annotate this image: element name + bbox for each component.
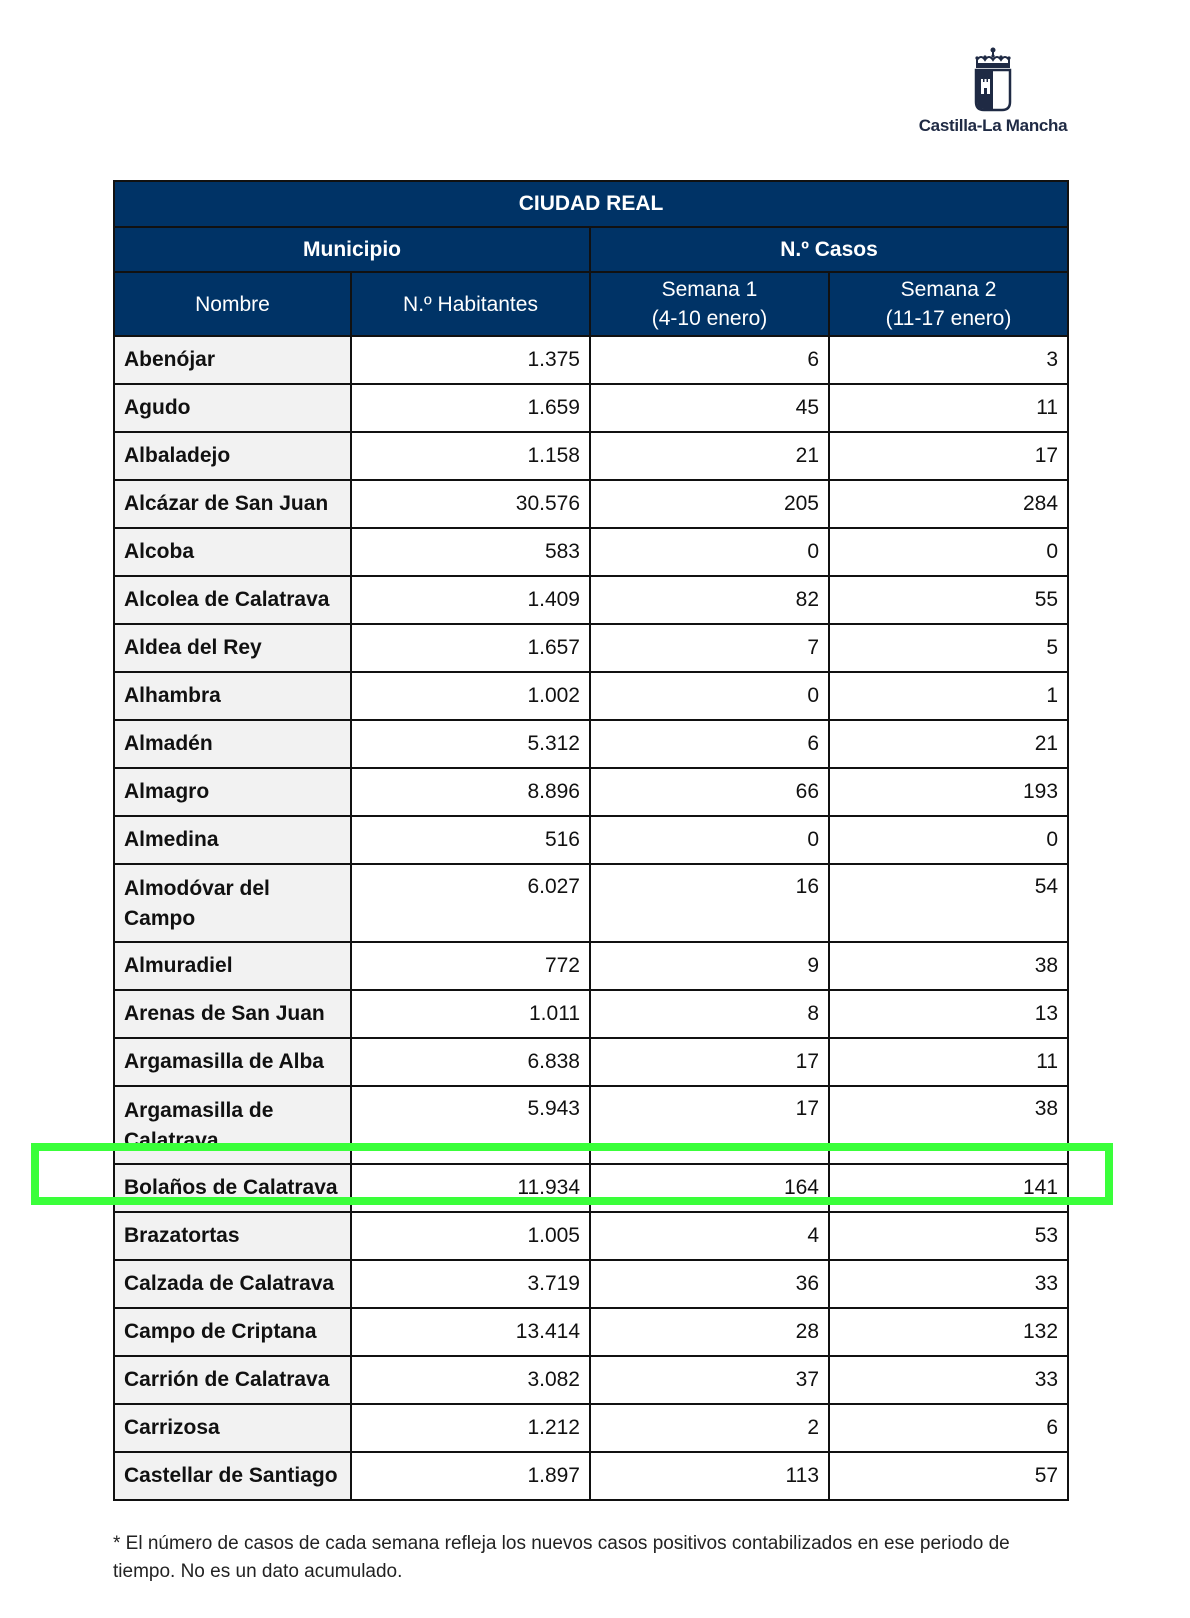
municipio-name-cell: Carrión de Calatrava [114,1356,351,1404]
table-row [114,1086,1068,1164]
municipio-name-cell: Agudo [114,384,351,432]
semana1-dates: (4-10 enero) [651,307,768,330]
week2-cases-cell: 38 [829,1086,1068,1164]
population-cell: 30.576 [351,480,590,528]
week1-cases-cell: 9 [590,942,829,990]
week2-cases-cell: 6 [829,1404,1068,1452]
week1-cases-cell: 0 [590,816,829,864]
castilla-la-mancha-logo [918,46,1068,136]
week2-cases-cell: 141 [829,1164,1068,1212]
week1-cases-cell: 205 [590,480,829,528]
population-cell: 1.002 [351,672,590,720]
municipio-name-cell: Arenas de San Juan [114,990,351,1038]
municipio-name-cell: Alcolea de Calatrava [114,576,351,624]
table-row [114,480,1068,528]
week1-cases-cell: 8 [590,990,829,1038]
table-row [114,942,1068,990]
week1-cases-cell: 28 [590,1308,829,1356]
municipio-name-cell: Alhambra [114,672,351,720]
population-cell: 6.027 [351,864,590,942]
week1-cases-cell: 17 [590,1086,829,1164]
table-row [114,768,1068,816]
week1-cases-cell: 82 [590,576,829,624]
population-cell: 5.943 [351,1086,590,1164]
table-body [114,336,1068,1500]
municipio-name-cell: Carrizosa [114,1404,351,1452]
table-row [114,1404,1068,1452]
municipio-name-cell: Almuradiel [114,942,351,990]
week2-cases-cell: 193 [829,768,1068,816]
week2-cases-cell: 17 [829,432,1068,480]
population-cell: 1.212 [351,1404,590,1452]
municipio-name-cell: Almadén [114,720,351,768]
week2-cases-cell: 38 [829,942,1068,990]
semana2-label: Semana 2 [900,278,997,301]
semana2-dates: (11-17 enero) [885,307,1012,330]
municipio-name-cell: Campo de Criptana [114,1308,351,1356]
municipio-name-cell: Almodóvar del Campo [114,864,351,942]
week2-cases-cell: 21 [829,720,1068,768]
week1-cases-cell: 37 [590,1356,829,1404]
population-cell: 1.375 [351,336,590,384]
table-title: CIUDAD REAL [114,181,1068,227]
population-cell: 3.719 [351,1260,590,1308]
municipio-name-cell: Alcázar de San Juan [114,480,351,528]
population-cell: 516 [351,816,590,864]
week2-cases-cell: 11 [829,384,1068,432]
week1-cases-cell: 2 [590,1404,829,1452]
semana1-label: Semana 1 [661,278,758,301]
municipio-group-header: Municipio [114,227,590,272]
week1-cases-cell: 6 [590,336,829,384]
logo-text: Castilla-La Mancha [918,116,1068,135]
week2-cases-cell: 13 [829,990,1068,1038]
table-row [114,1356,1068,1404]
table-title-row [114,181,1068,227]
crown-castle-emblem-icon [973,46,1013,112]
table-row [114,1260,1068,1308]
table-row [114,864,1068,942]
table-row [114,528,1068,576]
week2-cases-cell: 3 [829,336,1068,384]
municipio-name-cell: Albaladejo [114,432,351,480]
municipio-name-cell: Almedina [114,816,351,864]
week2-cases-cell: 1 [829,672,1068,720]
week1-cases-cell: 113 [590,1452,829,1500]
table-row [114,384,1068,432]
week2-cases-cell: 33 [829,1260,1068,1308]
population-cell: 1.897 [351,1452,590,1500]
table-row [114,672,1068,720]
footnote: * El número de casos de cada semana refleja los nuevos casos positivos contabilizados en ese periodo de tiempo. No es un dato acumulado. [113,1533,1010,1582]
cases-table [113,180,1069,1501]
table-row [114,816,1068,864]
habitantes-column-header: N.º Habitantes [351,272,590,336]
population-cell: 772 [351,942,590,990]
table-group-header-row [114,227,1068,272]
municipio-name-cell: Calzada de Calatrava [114,1260,351,1308]
table-row [114,720,1068,768]
week1-cases-cell: 6 [590,720,829,768]
population-cell: 1.657 [351,624,590,672]
week2-cases-cell: 11 [829,1038,1068,1086]
table-row [114,1038,1068,1086]
week2-cases-cell: 57 [829,1452,1068,1500]
municipio-name-cell: Argamasilla de Calatrava [114,1086,351,1164]
population-cell: 1.011 [351,990,590,1038]
municipio-name-cell: Argamasilla de Alba [114,1038,351,1086]
week2-cases-cell: 33 [829,1356,1068,1404]
week2-cases-cell: 132 [829,1308,1068,1356]
week2-cases-cell: 0 [829,528,1068,576]
table-row [114,990,1068,1038]
population-cell: 1.659 [351,384,590,432]
table-row [114,1164,1068,1212]
week1-cases-cell: 0 [590,528,829,576]
week1-cases-cell: 7 [590,624,829,672]
week2-cases-cell: 0 [829,816,1068,864]
population-cell: 1.409 [351,576,590,624]
municipio-name-cell: Brazatortas [114,1212,351,1260]
population-cell: 13.414 [351,1308,590,1356]
municipio-name-cell: Almagro [114,768,351,816]
table-row [114,432,1068,480]
population-cell: 5.312 [351,720,590,768]
week1-cases-cell: 21 [590,432,829,480]
table-row [114,1212,1068,1260]
week1-cases-cell: 164 [590,1164,829,1212]
municipio-name-cell: Abenójar [114,336,351,384]
municipio-name-cell: Castellar de Santiago [114,1452,351,1500]
table-row [114,576,1068,624]
municipio-name-cell: Aldea del Rey [114,624,351,672]
week2-cases-cell: 53 [829,1212,1068,1260]
municipio-name-cell: Alcoba [114,528,351,576]
week1-cases-cell: 0 [590,672,829,720]
population-cell: 8.896 [351,768,590,816]
table-row [114,1308,1068,1356]
table-column-header-row [114,272,1068,336]
week1-cases-cell: 16 [590,864,829,942]
week1-cases-cell: 17 [590,1038,829,1086]
week1-cases-cell: 36 [590,1260,829,1308]
table-row [114,624,1068,672]
semana2-column-header [829,272,1068,336]
week2-cases-cell: 55 [829,576,1068,624]
week1-cases-cell: 4 [590,1212,829,1260]
semana1-column-header [590,272,829,336]
population-cell: 6.838 [351,1038,590,1086]
population-cell: 1.158 [351,432,590,480]
week1-cases-cell: 45 [590,384,829,432]
table-row [114,1452,1068,1500]
table-row [114,336,1068,384]
population-cell: 3.082 [351,1356,590,1404]
municipio-name-cell: Bolaños de Calatrava [114,1164,351,1212]
nombre-column-header: Nombre [114,272,351,336]
week2-cases-cell: 54 [829,864,1068,942]
casos-group-header: N.º Casos [590,227,1068,272]
population-cell: 11.934 [351,1164,590,1212]
population-cell: 1.005 [351,1212,590,1260]
week2-cases-cell: 284 [829,480,1068,528]
week1-cases-cell: 66 [590,768,829,816]
population-cell: 583 [351,528,590,576]
week2-cases-cell: 5 [829,624,1068,672]
